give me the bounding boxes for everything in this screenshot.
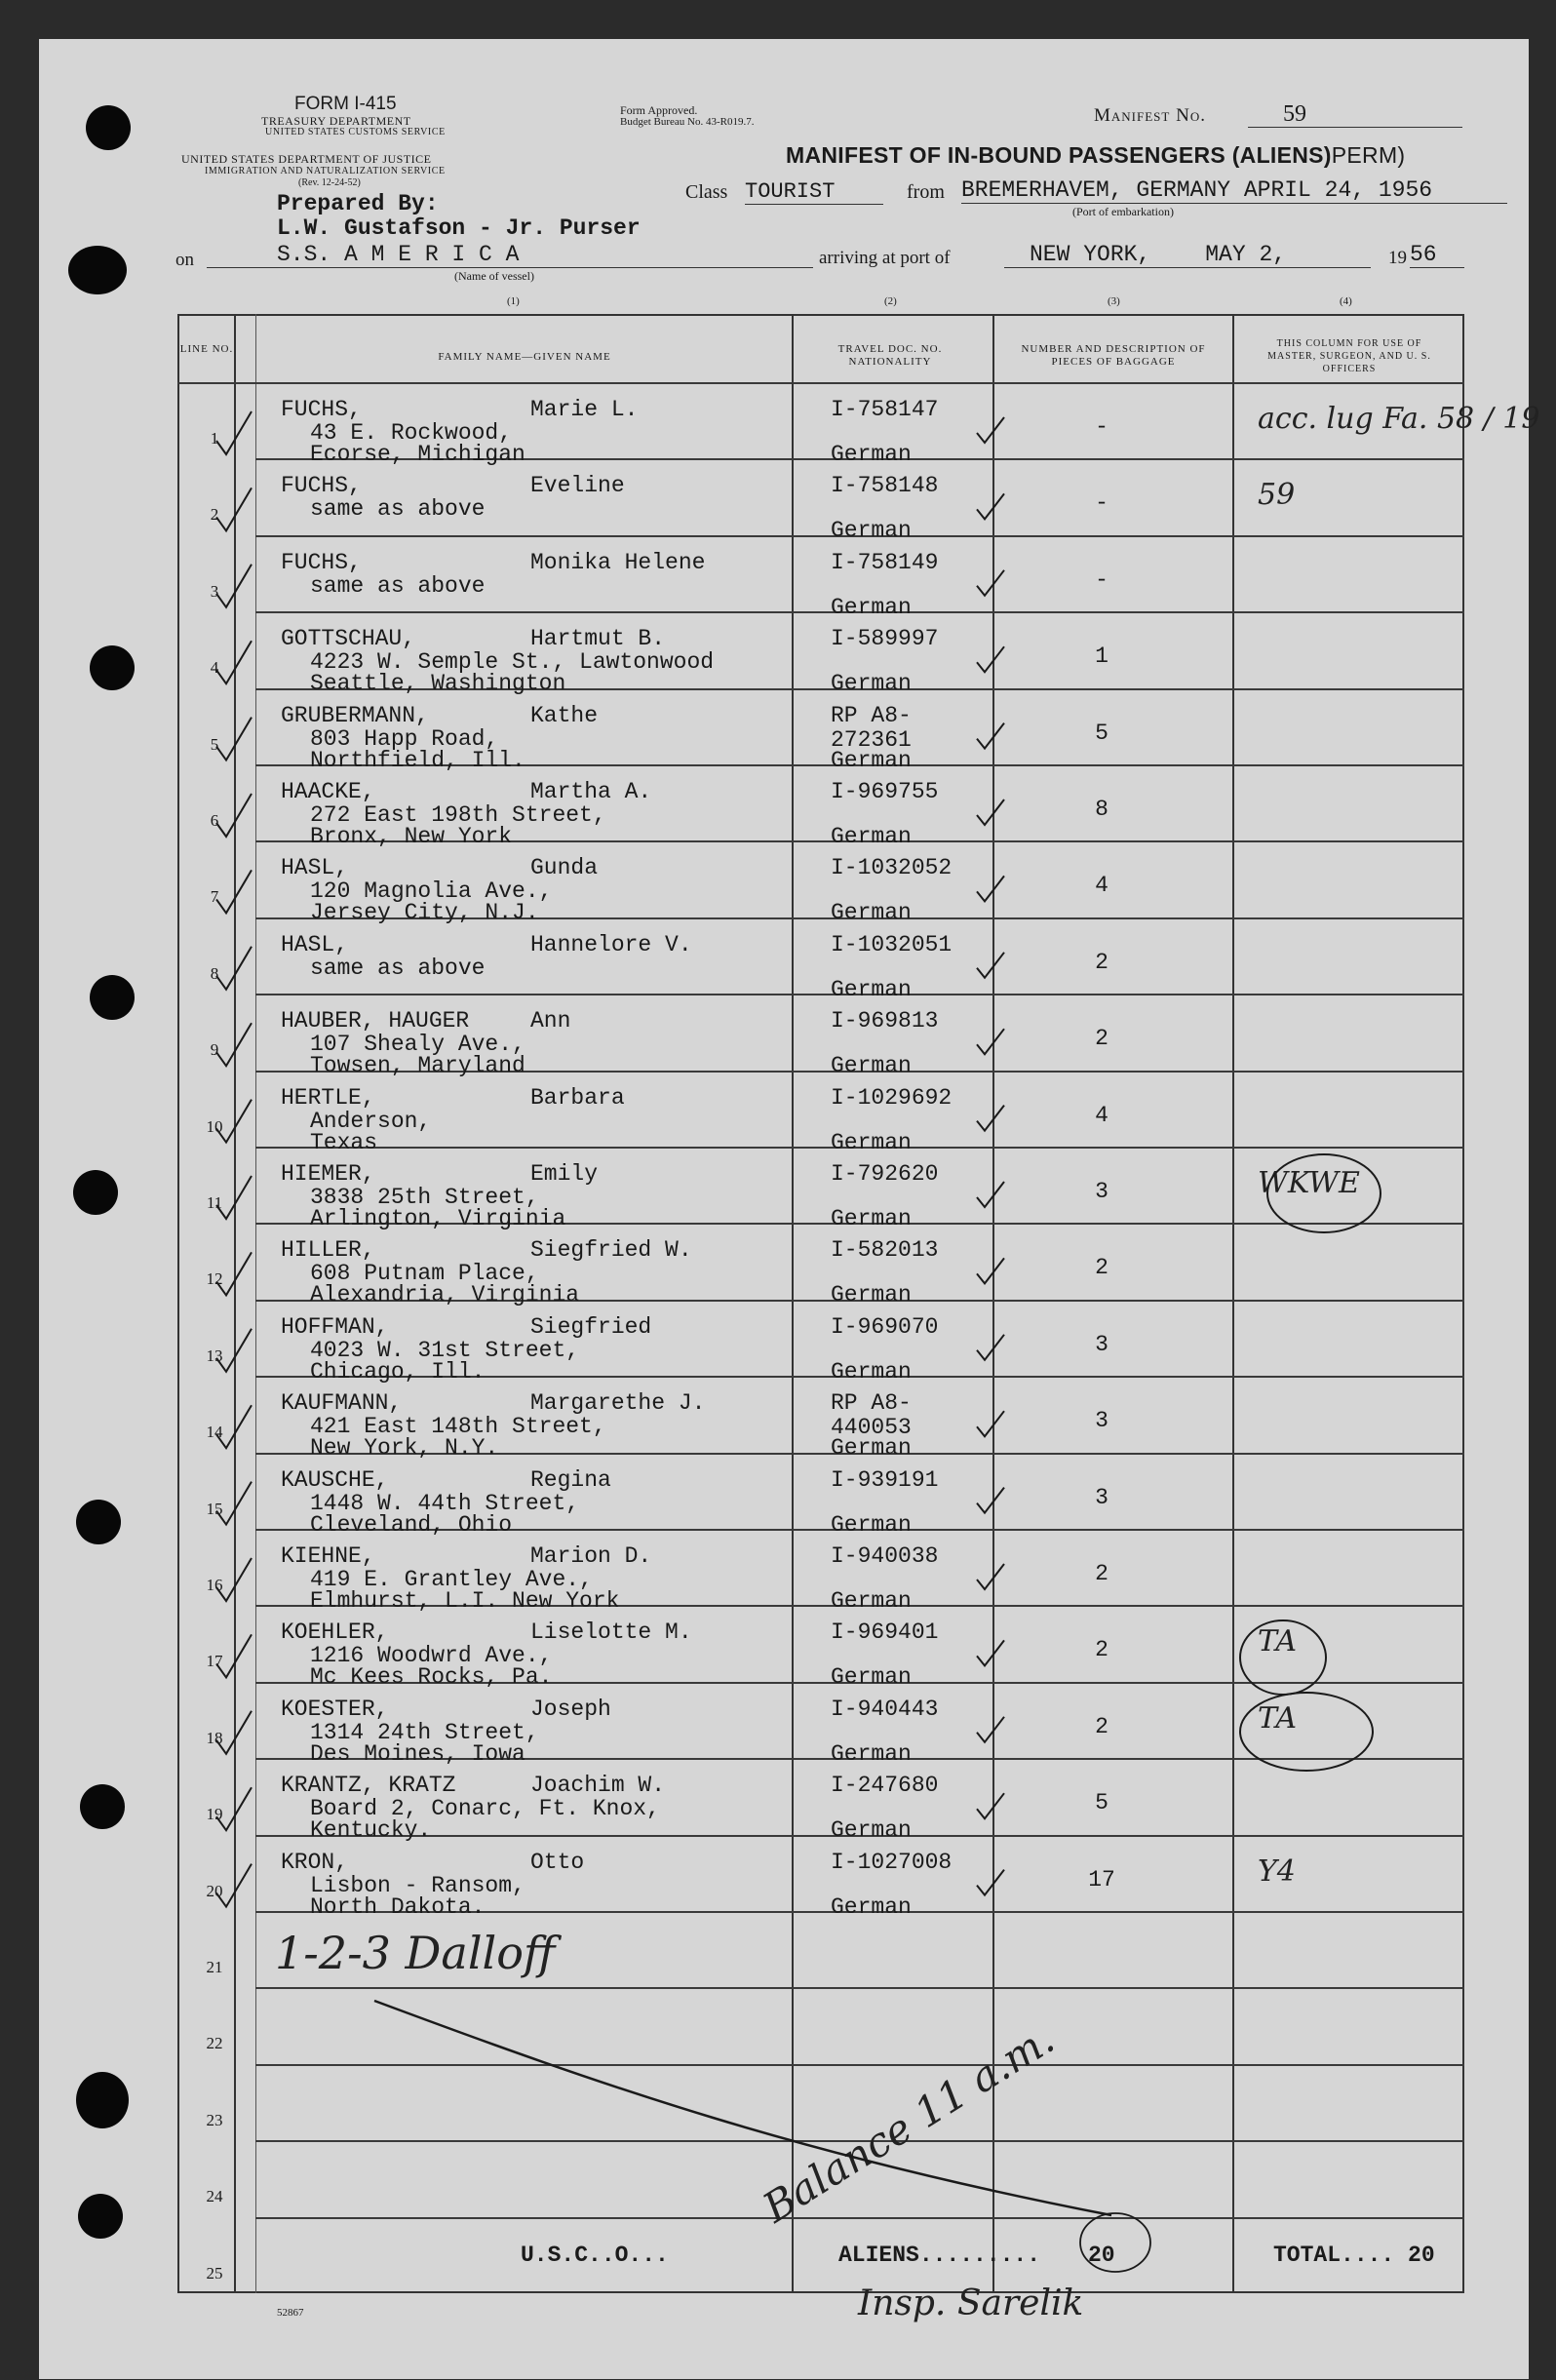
travel-doc: I-940038	[831, 1543, 939, 1569]
nationality: German	[831, 1053, 912, 1079]
nationality: German	[831, 1664, 912, 1691]
line-number: 24	[206, 2187, 223, 2206]
baggage-count: 3	[1095, 1331, 1109, 1357]
travel-doc: I-939191	[831, 1466, 939, 1493]
ta-circle	[1240, 1620, 1326, 1695]
check-ticks	[216, 411, 1004, 1907]
family-name: FUCHS,	[281, 549, 362, 575]
total-label: TOTAL.... 20	[1273, 2243, 1435, 2268]
line-number: 23	[206, 2110, 223, 2129]
baggage-count: 2	[1095, 949, 1109, 975]
treasury-label: TREASURY DEPARTMENT	[261, 114, 411, 128]
travel-doc: I-940443	[831, 1696, 939, 1722]
baggage-count: 4	[1095, 873, 1109, 899]
line-number: 19	[206, 1805, 223, 1824]
baggage-count: 2	[1095, 1713, 1109, 1739]
col-header-line: LINE NO.	[179, 343, 234, 355]
baggage-count: -	[1095, 566, 1109, 593]
family-name: HILLER,	[281, 1237, 375, 1264]
year-value: 56	[1410, 242, 1464, 268]
inspector-signature: Insp. Sarelik	[858, 2283, 1084, 2323]
baggage-count: 2	[1095, 1255, 1109, 1281]
address-line-1: 120 Magnolia Ave.,	[310, 878, 553, 905]
family-name: HIEMER,	[281, 1161, 375, 1187]
handwritten-balance: Balance 11 a.m.	[755, 2014, 1063, 2232]
nationality: German	[831, 1435, 912, 1462]
address-line-2: Ecorse, Michigan	[310, 442, 525, 467]
nationality: German	[831, 747, 912, 773]
travel-doc: I-792620	[831, 1161, 939, 1187]
baggage-count: 2	[1095, 1561, 1109, 1586]
nationality: German	[831, 1740, 912, 1767]
nationality: German	[831, 671, 912, 697]
travel-doc: I-247680	[831, 1773, 939, 1799]
address-line-2: Kentucky.	[310, 1817, 432, 1844]
travel-doc: I-758147	[831, 397, 939, 422]
address-line-2: New York, N.Y.	[310, 1435, 499, 1462]
col-header-officers: THIS COLUMN FOR USE OF MASTER, SURGEON, AND U. S. OFFICERS	[1267, 338, 1431, 374]
immigration-label: IMMIGRATION AND NATURALIZATION SERVICE	[205, 166, 446, 176]
class-value: TOURIST	[745, 179, 883, 205]
line-number: 17	[206, 1652, 223, 1671]
baggage-count: 4	[1095, 1102, 1109, 1128]
given-name: Monika Helene	[530, 549, 706, 575]
budget-bureau: Budget Bureau No. 43-R019.7.	[620, 116, 755, 128]
line-number: 14	[206, 1423, 223, 1442]
nationality: German	[831, 1206, 912, 1231]
nationality: German	[831, 1817, 912, 1844]
line-number: 16	[206, 1576, 223, 1594]
family-name: KIEHNE,	[281, 1543, 375, 1569]
baggage-count: 3	[1095, 1484, 1109, 1510]
given-name: Regina	[530, 1466, 611, 1493]
baggage-count: 1	[1095, 644, 1109, 670]
prepared-by: Prepared By:	[277, 191, 439, 216]
year-prefix: 19	[1388, 248, 1407, 268]
baggage-count: -	[1095, 490, 1109, 517]
nationality: German	[831, 518, 912, 544]
travel-doc: I-582013	[831, 1237, 939, 1264]
address-line-1: 3838 25th Street,	[310, 1185, 539, 1210]
address-line-2: Elmhurst, L.I. New York	[310, 1588, 620, 1614]
line-number: 15	[206, 1499, 223, 1518]
family-name: HASL,	[281, 855, 349, 881]
arriving-port: NEW YORK, MAY 2,	[1004, 242, 1371, 268]
baggage-count: -	[1095, 414, 1109, 440]
address-line-1: Lisbon - Ransom,	[310, 1872, 525, 1898]
family-name: HAUBER, HAUGER	[281, 1008, 470, 1034]
baggage-count: 2	[1095, 1637, 1109, 1663]
given-name: Martha A.	[530, 779, 652, 804]
family-name: KOEHLER,	[281, 1619, 389, 1646]
address-line-2: Jersey City, N.J.	[310, 900, 539, 926]
line-number: 6	[210, 811, 219, 830]
line-number: 2	[210, 505, 219, 525]
address-line-1: same as above	[310, 955, 486, 981]
given-name: Hartmut B.	[530, 626, 666, 652]
col-index-3: (3)	[1108, 295, 1120, 307]
travel-doc: RP A8-440053	[831, 1390, 912, 1441]
col-index-4: (4)	[1340, 295, 1352, 307]
customs-label: UNITED STATES CUSTOMS SERVICE	[265, 127, 446, 137]
family-name: GRUBERMANN,	[281, 702, 429, 728]
nationality: German	[831, 442, 912, 467]
travel-doc: I-1027008	[831, 1849, 953, 1875]
given-name: Emily	[530, 1161, 599, 1187]
purser-name: L.W. Gustafson - Jr. Purser	[277, 215, 641, 241]
on-label: on	[175, 250, 194, 270]
family-name: HOFFMAN,	[281, 1313, 389, 1340]
nationality: German	[831, 1588, 912, 1614]
given-name: Marie L.	[530, 397, 639, 422]
address-line-2: Cleveland, Ohio	[310, 1511, 513, 1538]
address-line-1: Anderson,	[310, 1108, 432, 1134]
given-name: Ann	[530, 1008, 571, 1034]
line-number: 21	[206, 1958, 223, 1976]
address-line-1: 1314 24th Street,	[310, 1719, 539, 1745]
officer-note: TA	[1258, 1624, 1298, 1659]
family-name: HASL,	[281, 931, 349, 957]
line-number: 7	[210, 887, 219, 907]
family-name: KRANTZ, KRATZ	[281, 1773, 456, 1799]
address-line-2: Northfield, Ill.	[310, 747, 525, 773]
address-line-1: 107 Shealy Ave.,	[310, 1032, 525, 1058]
travel-doc: I-589997	[831, 626, 939, 652]
nationality: German	[831, 1893, 912, 1920]
page-title: MANIFEST OF IN-BOUND PASSENGERS (ALIENS)PERM)	[786, 142, 1406, 168]
from-value: BREMERHAVEM, GERMANY APRIL 24, 1956	[961, 177, 1507, 204]
baggage-count: 17	[1088, 1866, 1115, 1892]
from-label: from	[907, 181, 945, 203]
line-number: 10	[206, 1116, 223, 1136]
aliens-circle	[1080, 2213, 1150, 2272]
address-line-1: 608 Putnam Place,	[310, 1261, 539, 1287]
given-name: Hannelore V.	[530, 931, 692, 957]
line-number: 1	[210, 429, 219, 448]
class-label: Class	[685, 181, 728, 203]
given-name: Barbara	[530, 1084, 625, 1111]
form-number: FORM I-415	[294, 94, 397, 114]
officer-note: acc. lug Fa. 58 / 19	[1258, 402, 1540, 436]
nationality: German	[831, 1358, 912, 1385]
travel-doc: I-969070	[831, 1313, 939, 1340]
manifest-no-label: Manifest No.	[1094, 105, 1206, 126]
officer-note: TA	[1258, 1700, 1298, 1736]
family-name: KAUFMANN,	[281, 1390, 403, 1417]
address-line-2: North Dakota.	[310, 1893, 486, 1920]
baggage-count: 5	[1095, 1790, 1109, 1816]
address-line-1: 272 East 198th Street,	[310, 802, 606, 828]
given-name: Siegfried W.	[530, 1237, 692, 1264]
address-line-2: Texas	[310, 1129, 378, 1155]
line-number: 9	[210, 1040, 219, 1060]
address-line-2: Chicago, Ill.	[310, 1358, 486, 1385]
col-header-baggage: NUMBER AND DESCRIPTION OF PIECES OF BAGGAGE	[1021, 343, 1206, 368]
given-name: Siegfried	[530, 1313, 652, 1340]
justice-label: UNITED STATES DEPARTMENT OF JUSTICE	[181, 152, 432, 166]
officer-note: WKWE	[1258, 1166, 1360, 1200]
aliens-label: ALIENS.........	[838, 2243, 1041, 2268]
given-name: Gunda	[530, 855, 599, 881]
family-name: FUCHS,	[281, 473, 362, 499]
travel-doc: I-969755	[831, 779, 939, 804]
line-number: 22	[206, 2034, 223, 2053]
baggage-count: 5	[1095, 720, 1109, 746]
line-number: 20	[206, 1881, 223, 1900]
family-name: FUCHS,	[281, 397, 362, 422]
family-name: GOTTSCHAU,	[281, 626, 416, 652]
aliens-count: 20	[1088, 2243, 1115, 2268]
line-number: 4	[210, 658, 219, 678]
line-number: 12	[206, 1269, 223, 1289]
address-line-2: Towsen, Maryland	[310, 1053, 525, 1079]
ta-circle	[1240, 1693, 1373, 1771]
travel-doc: I-969401	[831, 1619, 939, 1646]
address-line-2: Alexandria, Virginia	[310, 1282, 580, 1308]
line-number: 8	[210, 963, 219, 983]
address-line-2: Mc Kees Rocks, Pa.	[310, 1664, 553, 1691]
given-name: Joseph	[530, 1696, 611, 1722]
given-name: Kathe	[530, 702, 599, 728]
line-number: 3	[210, 581, 219, 601]
family-name: HERTLE,	[281, 1084, 375, 1111]
vessel-name: S.S. A M E R I C A	[207, 242, 813, 268]
address-line-1: 4223 W. Semple St., Lawtonwood	[310, 649, 715, 676]
line-number: 13	[206, 1346, 223, 1365]
travel-doc: I-1032052	[831, 855, 953, 881]
handwritten-dalloff: 1-2-3 Dalloff	[275, 1927, 556, 1979]
given-name: Marion D.	[530, 1543, 652, 1569]
col-index-1: (1)	[507, 295, 520, 307]
officer-note: 59	[1258, 478, 1296, 513]
manifest-no-value: 59	[1248, 101, 1462, 128]
address-line-1: same as above	[310, 496, 486, 523]
col-index-2: (2)	[884, 295, 897, 307]
col-header-name: FAMILY NAME—GIVEN NAME	[438, 351, 611, 363]
nationality: German	[831, 976, 912, 1002]
travel-doc: I-969813	[831, 1008, 939, 1034]
family-name: KRON,	[281, 1849, 349, 1875]
rev-date: (Rev. 12-24-52)	[298, 177, 361, 188]
print-code: 52867	[277, 2307, 304, 2319]
cancel-line	[374, 2001, 1111, 2215]
travel-doc: I-758148	[831, 473, 939, 499]
family-name: KAUSCHE,	[281, 1466, 389, 1493]
line-number: 5	[210, 734, 219, 754]
baggage-count: 3	[1095, 1408, 1109, 1434]
form-approved: Form Approved.	[620, 103, 698, 117]
family-name: HAACKE,	[281, 779, 375, 804]
address-line-2: Bronx, New York	[310, 824, 513, 849]
col-header-doc: TRAVEL DOC. NO. NATIONALITY	[837, 343, 943, 368]
nationality: German	[831, 1282, 912, 1308]
nationality: German	[831, 594, 912, 620]
baggage-count: 8	[1095, 797, 1109, 822]
address-line-1: 419 E. Grantley Ave.,	[310, 1567, 593, 1592]
baggage-count: 3	[1095, 1179, 1109, 1204]
arriving-label: arriving at port of	[819, 248, 951, 268]
given-name: Otto	[530, 1849, 585, 1875]
given-name: Margarethe J.	[530, 1390, 706, 1417]
address-line-1: 4023 W. 31st Street,	[310, 1337, 580, 1363]
officer-note: Y4	[1258, 1853, 1296, 1889]
line-number: 18	[206, 1728, 223, 1747]
address-line-2: Arlington, Virginia	[310, 1206, 566, 1231]
address-line-1: 1448 W. 44th Street,	[310, 1490, 580, 1516]
address-line-1: 421 East 148th Street,	[310, 1414, 606, 1440]
usco-label: U.S.C..O...	[521, 2243, 669, 2268]
nationality: German	[831, 824, 912, 849]
given-name: Joachim W.	[530, 1773, 666, 1799]
port-embarkation-caption: (Port of embarkation)	[1072, 205, 1174, 218]
address-line-1: 1216 Woodwrd Ave.,	[310, 1643, 553, 1669]
line-number: 25	[206, 2263, 223, 2282]
address-line-1: 803 Happ Road,	[310, 725, 499, 752]
baggage-count: 2	[1095, 1026, 1109, 1052]
wkwe-circle	[1267, 1154, 1381, 1232]
nationality: German	[831, 1511, 912, 1538]
address-line-2: Des Moines, Iowa	[310, 1740, 525, 1767]
address-line-1: same as above	[310, 572, 486, 599]
travel-doc: I-1032051	[831, 931, 953, 957]
family-name: KOESTER,	[281, 1696, 389, 1722]
travel-doc: I-758149	[831, 549, 939, 575]
address-line-1: 43 E. Rockwood,	[310, 420, 513, 446]
line-number: 11	[206, 1193, 223, 1212]
travel-doc: I-1029692	[831, 1084, 953, 1111]
address-line-1: Board 2, Conarc, Ft. Knox,	[310, 1796, 660, 1822]
nationality: German	[831, 900, 912, 926]
nationality: German	[831, 1129, 912, 1155]
given-name: Liselotte M.	[530, 1619, 692, 1646]
address-line-2: Seattle, Washington	[310, 671, 566, 697]
given-name: Eveline	[530, 473, 625, 499]
vessel-caption: (Name of vessel)	[454, 269, 534, 283]
travel-doc: RP A8-272361	[831, 702, 912, 753]
